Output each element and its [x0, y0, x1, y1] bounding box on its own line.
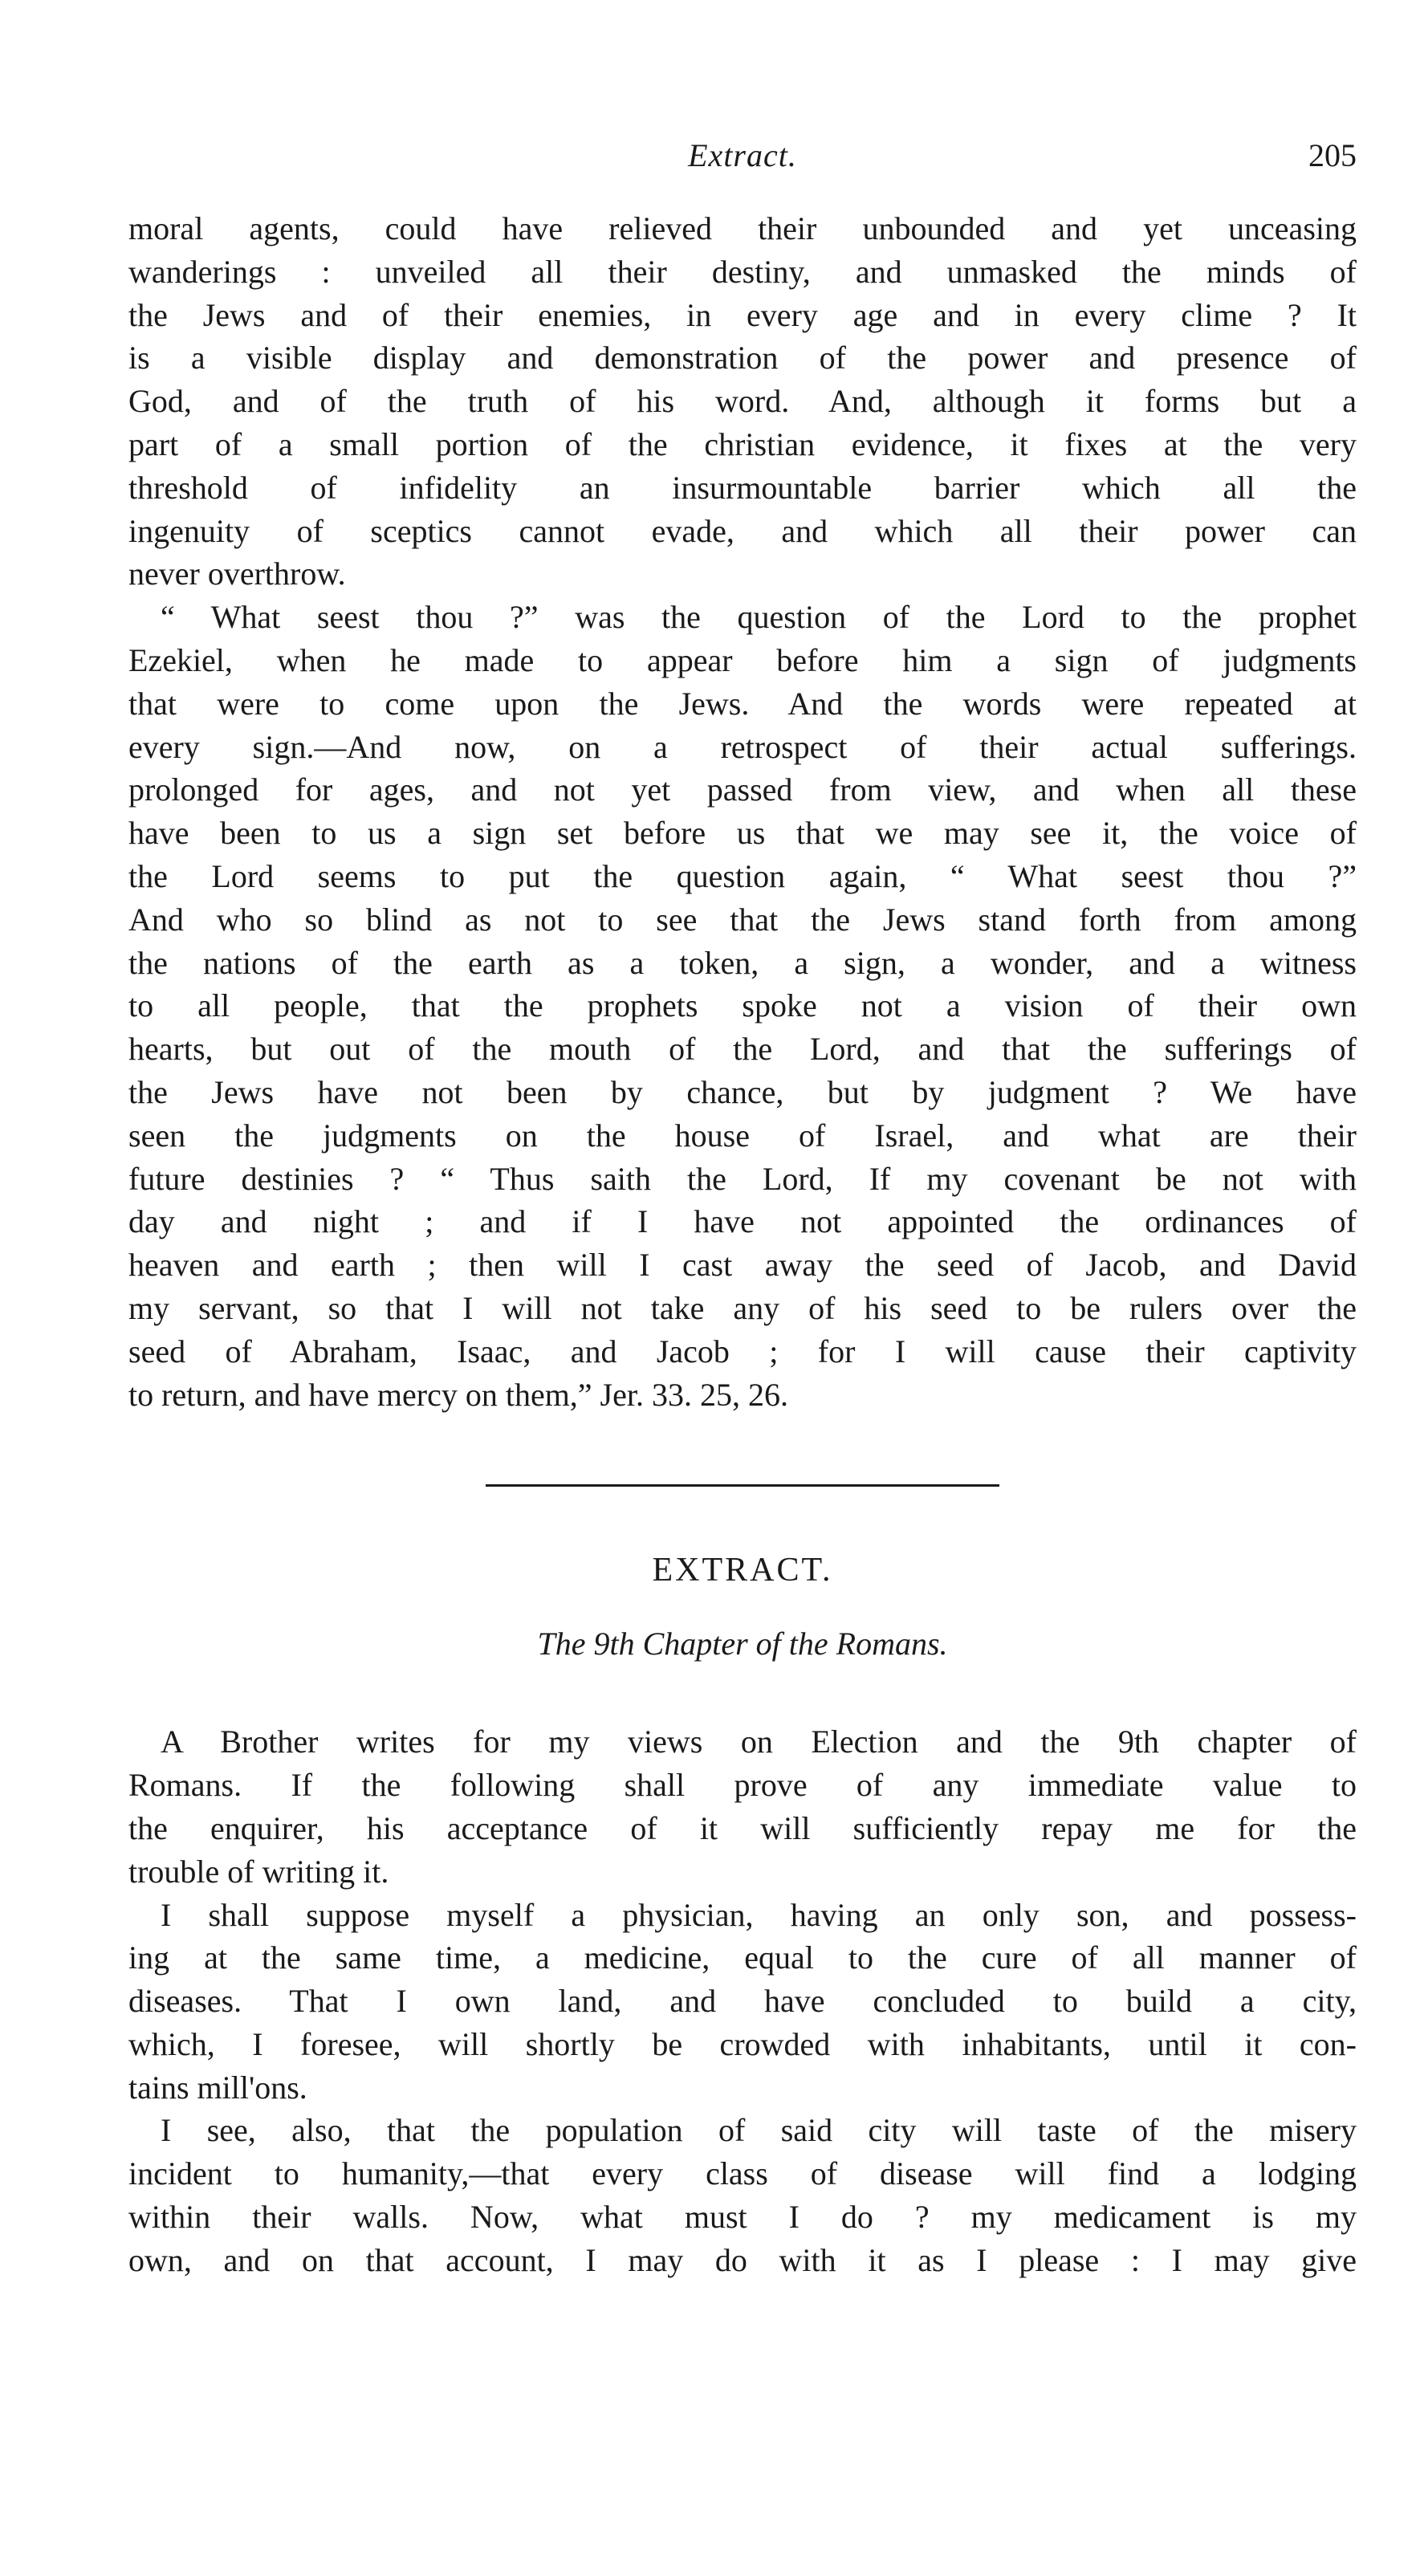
text-line: seen the judgments on the house of Israel, and what are their: [128, 1117, 1357, 1154]
text-line: prolonged for ages, and not yet passed from view, and when all these: [128, 771, 1357, 808]
text-line: the enquirer, his acceptance of it will sufficiently repay me for the: [128, 1809, 1357, 1846]
section-subheading: The 9th Chapter of the Romans.: [537, 1626, 948, 1662]
text-line: own, and on that account, I may do with it as I please : I may give: [128, 2241, 1357, 2278]
paragraph-1: [128, 207, 1357, 596]
text-line: future destinies ? “ Thus saith the Lord, If my covenant be not with: [128, 1160, 1357, 1197]
text-line: A Brother writes for my views on Election and the 9th chapter of: [161, 1723, 1357, 1760]
section-divider: [486, 1484, 999, 1487]
text-line: the nations of the earth as a token, a sign, a wonder, and a witness: [128, 944, 1357, 981]
text-line: to all people, that the prophets spoke not a vision of their own: [128, 987, 1357, 1024]
text-line: “ What seest thou ?” was the question of the Lord to the prophet: [161, 599, 1357, 636]
text-line: trouble of writing it.: [128, 1853, 389, 1890]
text-line: have been to us a sign set before us that we may see it, the voice of: [128, 815, 1357, 852]
text-line: to return, and have mercy on them,” Jer. 33. 25, 26.: [128, 1376, 788, 1413]
body-text: [128, 207, 1357, 1416]
text-line: diseases. That I own land, and have concluded to build a city,: [128, 1983, 1357, 2020]
text-line: moral agents, could have relieved their unbounded and yet unceasing: [128, 210, 1357, 246]
text-line: I see, also, that the population of said city will taste of the misery: [161, 2112, 1357, 2149]
paragraph-3: [128, 1720, 1357, 1893]
text-line: hearts, but out of the mouth of the Lord, and that the sufferings of: [128, 1031, 1357, 1068]
text-line: the Lord seems to put the question again, “ What seest thou ?”: [128, 857, 1357, 894]
text-line: And who so blind as not to see that the Jews stand forth from among: [128, 901, 1357, 938]
text-line: God, and of the truth of his word. And, although it forms but a: [128, 383, 1357, 420]
text-line: I shall suppose myself a physician, having an only son, and possess-: [161, 1896, 1357, 1933]
text-line: Ezekiel, when he made to appear before him a sign of judgments: [128, 641, 1357, 678]
text-line: my servant, so that I will not take any of his seed to be rulers over the: [128, 1289, 1357, 1326]
text-line: is a visible display and demonstration of the power and presence of: [128, 340, 1357, 376]
text-line: ing at the same time, a medicine, equal to the cure of all manner of: [128, 1939, 1357, 1976]
section-body: [128, 1720, 1357, 2281]
page-number: 205: [1308, 137, 1357, 173]
text-line: tains mill'ons.: [128, 2069, 307, 2106]
paragraph-5: [128, 2109, 1357, 2281]
text-line: ingenuity of sceptics cannot evade, and which all their power can: [128, 512, 1357, 549]
paragraph-4: [128, 1894, 1357, 2110]
text-line: Romans. If the following shall prove of any immediate value to: [128, 1767, 1357, 1804]
running-head: [128, 136, 1357, 193]
text-line: the Jews have not been by chance, but by judgment ? We have: [128, 1073, 1357, 1110]
page: [128, 136, 1357, 2282]
text-line: heaven and earth ; then will I cast away the seed of Jacob, and David: [128, 1247, 1357, 1284]
running-title: Extract.: [688, 137, 797, 173]
text-line: wanderings : unveiled all their destiny, and unmasked the minds of: [128, 253, 1357, 290]
text-line: incident to humanity,—that every class of disease will find a lodging: [128, 2155, 1357, 2192]
text-line: seed of Abraham, Isaac, and Jacob ; for I will cause their captivity: [128, 1333, 1357, 1369]
text-line: threshold of infidelity an insurmountable barrier which all the: [128, 469, 1357, 506]
text-line: that were to come upon the Jews. And the words were repeated at: [128, 685, 1357, 722]
section-heading: EXTRACT.: [652, 1552, 833, 1589]
text-line: within their walls. Now, what must I do ? my medicament is my: [128, 2199, 1357, 2236]
paragraph-2: [128, 596, 1357, 1416]
text-line: part of a small portion of the christian evidence, it fixes at the very: [128, 425, 1357, 462]
text-line: the Jews and of their enemies, in every age and in every clime ? It: [128, 296, 1357, 333]
text-line: which, I foresee, will shortly be crowded with inhabitants, until it con-: [128, 2025, 1357, 2062]
text-line: never overthrow.: [128, 555, 346, 592]
text-line: every sign.—And now, on a retrospect of their actual sufferings.: [128, 728, 1357, 765]
text-line: day and night ; and if I have not appointed the ordinances of: [128, 1203, 1357, 1240]
